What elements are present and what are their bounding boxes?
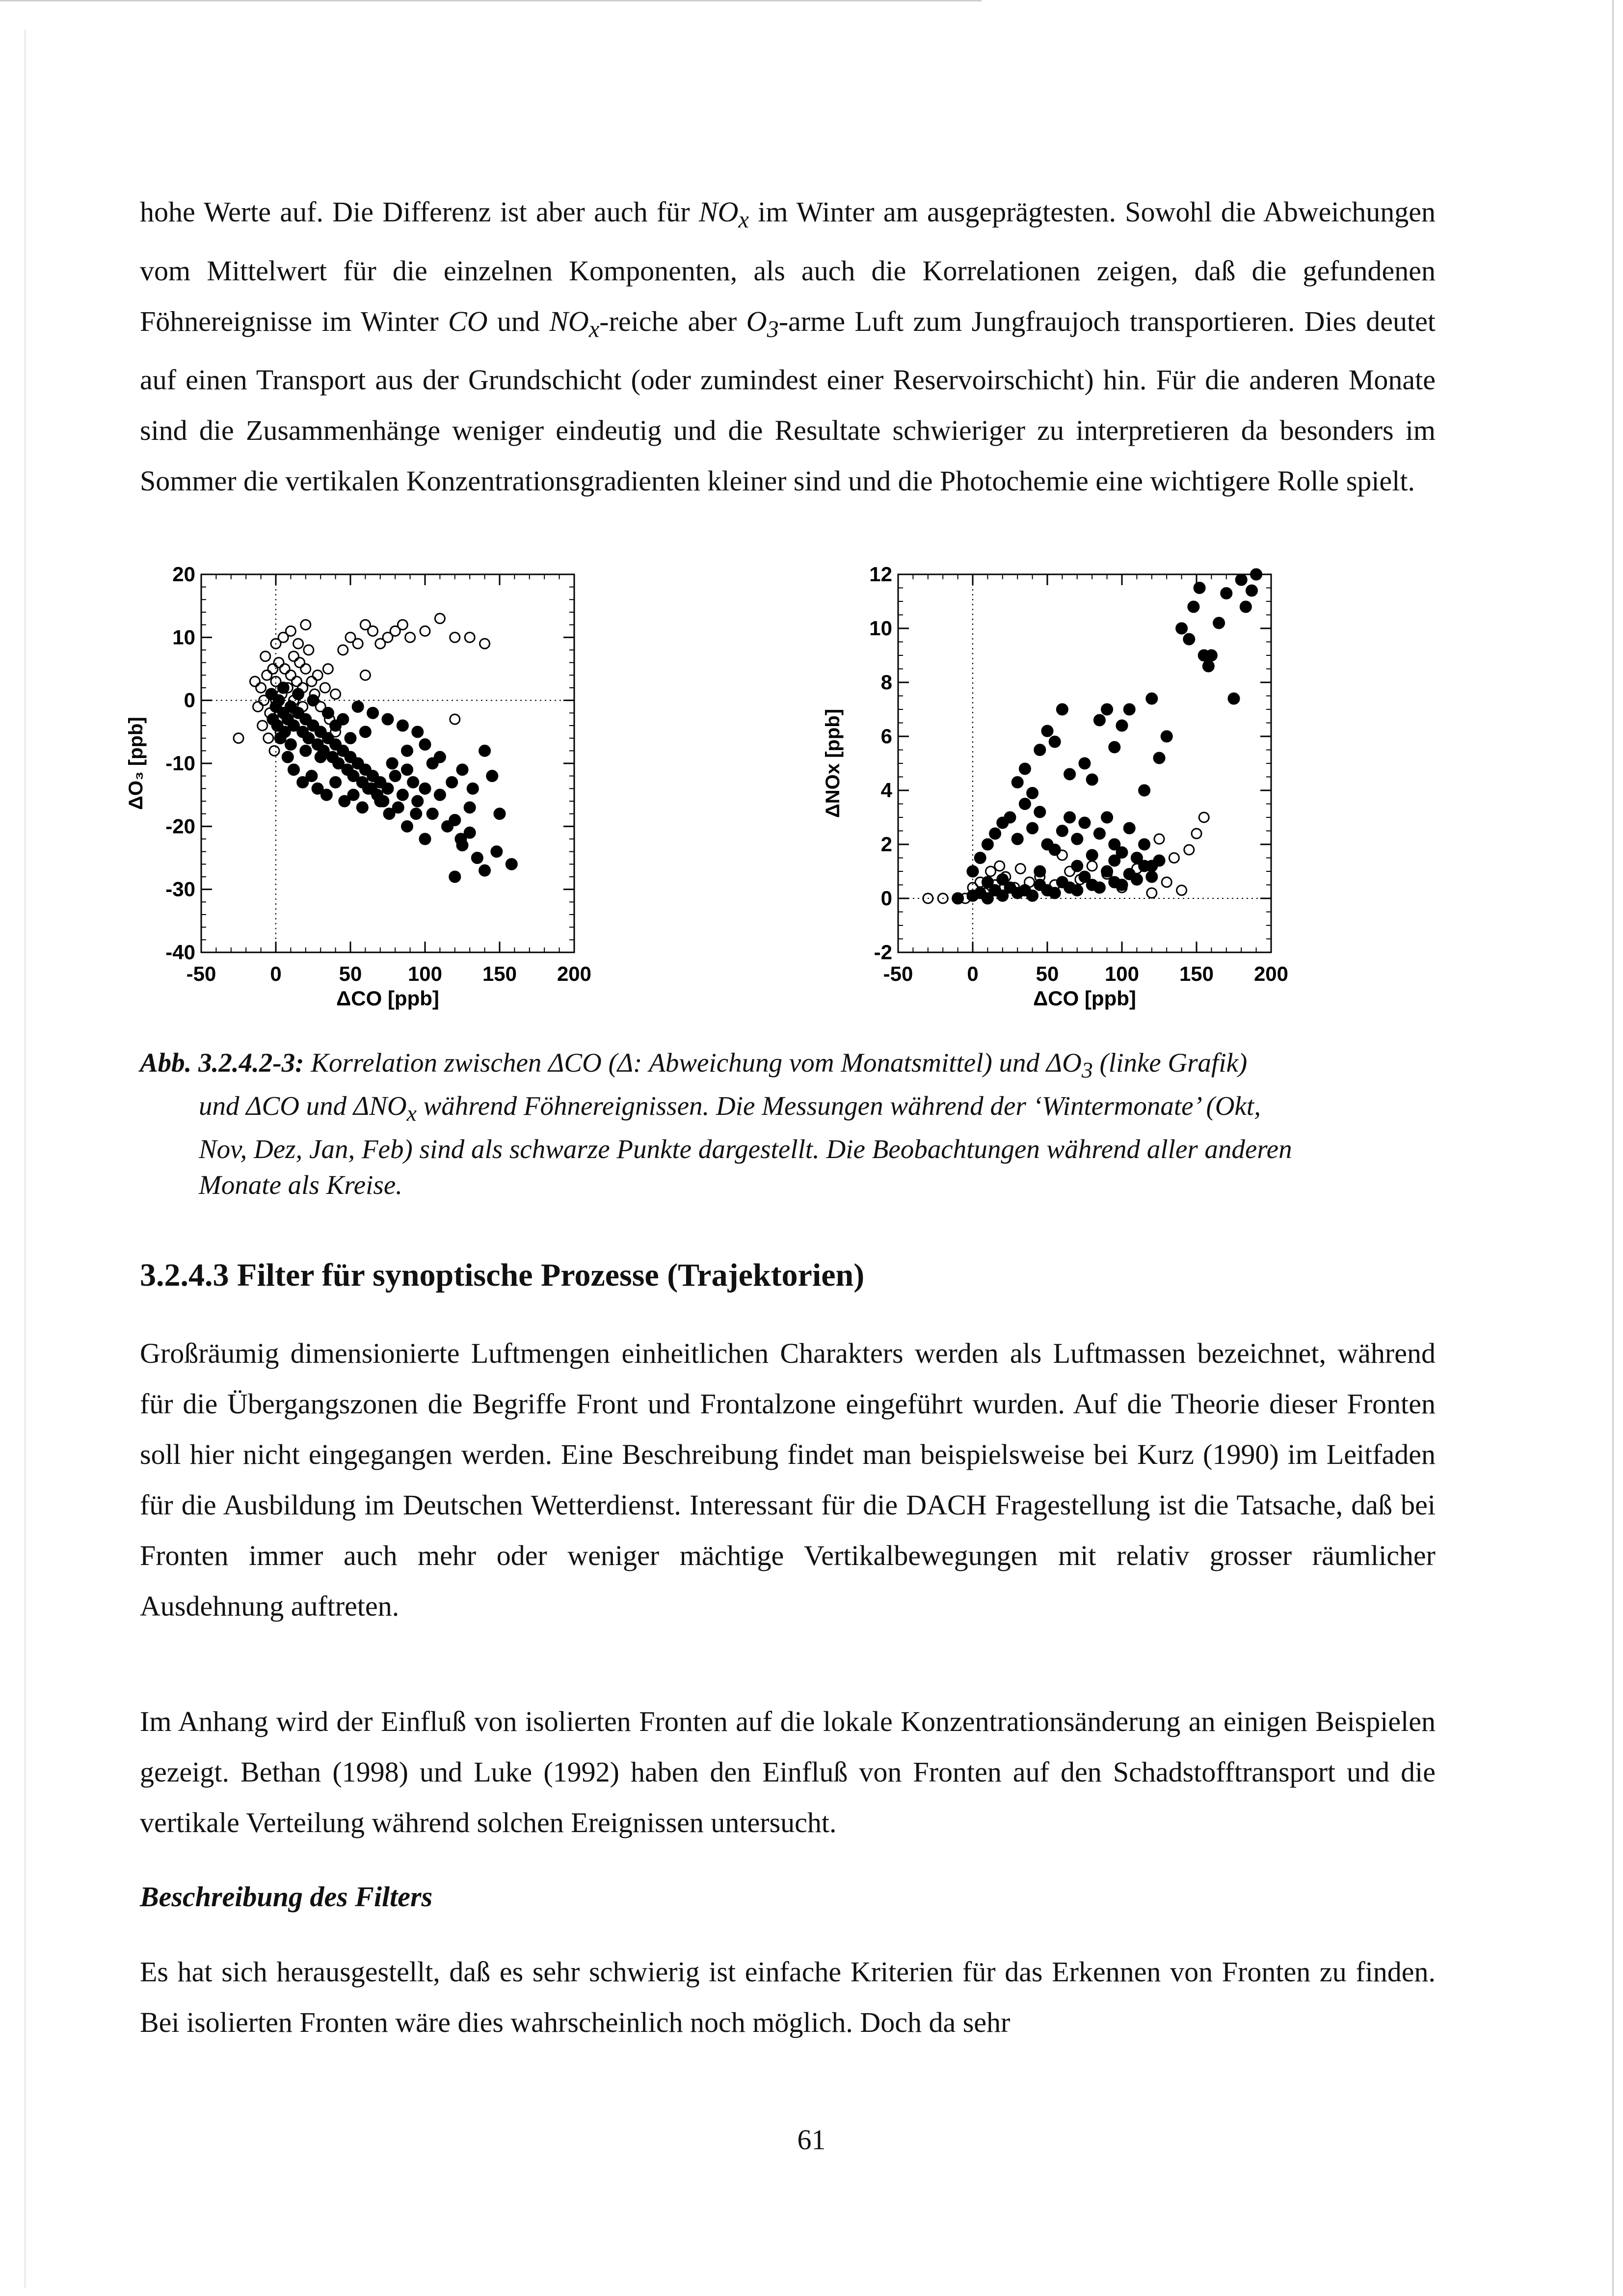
data-point-winter xyxy=(1131,853,1142,864)
data-point-other xyxy=(295,658,305,668)
data-point-winter xyxy=(288,764,299,775)
data-point-winter xyxy=(387,758,398,769)
x-tick-label: 200 xyxy=(557,962,592,985)
y-tick-label: 4 xyxy=(880,779,892,802)
data-point-winter xyxy=(472,853,482,864)
figure-caption: Abb. 3.2.4.2-3: Korrelation zwischen ΔCO (Δ: Abweichung vom Monatsmittel) und $\Delta O_3$ (linke Grafik) und ΔCO und $\Delta NO_x$ während Föhnereignissen. Die Messungen während der ‘Wintermonate’ (Okt, Nov, Dez, Jan, Feb) sind als schwarze Punkte dargestellt. Die Beobachtungen während aller anderen Monate als Kreise. xyxy=(140,1048,1292,1200)
data-point-winter xyxy=(1154,753,1165,763)
paragraph-anhang: Im Anhang wird der Einfluß von isolierten Fronten auf die lokale Konzentrationsänderung an einigen Beispielen gezeigt. Bethan (1998) und Luke (1992) haben den Einfluß von Fronten auf den Schadstofftransport und die vertikale Verteilung während solchen Ereignissen untersucht. xyxy=(140,1705,1436,1838)
data-point-winter xyxy=(397,720,408,731)
data-point-winter xyxy=(447,777,457,788)
data-point-winter xyxy=(1236,574,1247,585)
data-point-other xyxy=(398,620,407,630)
section-heading: 3.2.4.3 Filter für synoptische Prozesse (Trajektorien) xyxy=(140,1257,865,1293)
data-point-winter xyxy=(1228,693,1239,704)
data-point-winter xyxy=(1019,799,1030,810)
data-point-winter xyxy=(1012,777,1023,788)
data-point-winter xyxy=(1064,769,1075,780)
data-point-winter xyxy=(1027,823,1038,834)
scan-edge-top xyxy=(0,0,982,1)
data-point-other xyxy=(307,676,317,686)
data-point-winter xyxy=(491,846,502,857)
x-tick-label: -50 xyxy=(883,962,913,985)
data-point-winter xyxy=(357,802,368,813)
data-point-winter xyxy=(1139,839,1150,850)
data-point-winter xyxy=(382,714,393,725)
data-point-winter xyxy=(411,809,422,819)
data-point-winter xyxy=(1087,850,1097,861)
x-tick-label: 150 xyxy=(482,962,517,985)
data-point-winter xyxy=(967,866,978,877)
data-point-winter xyxy=(1064,812,1075,823)
paragraph-intro: hohe Werte auf. Die Differenz ist aber auch für $NO_x$ im Winter am ausgeprägtesten. Sowohl die Abweichungen vom Mittelwert für die einzelnen Komponenten, als auch die Korrelationen zeigen, daß die gefundenen Föhnereignisse im Winter CO und $NO_x$-reiche aber $O_3$-arme Luft zum Jungfraujoch transportieren. Dies deutet auf einen Transport aus der Grundschicht (oder zumindest einer Reservoirschicht) hin. Für die anderen Monate sind die Zusammenhänge weniger eindeutig und die Resultate schwieriger zu interpretieren da besonders im Sommer die vertikalen Konzentrationsgradienten kleiner sind und die Photochemie eine wichtigere Rolle spielt. xyxy=(140,196,1436,497)
data-point-winter xyxy=(1124,823,1135,834)
data-point-winter xyxy=(1057,704,1067,715)
data-point-other xyxy=(331,689,341,699)
data-point-winter xyxy=(1203,661,1214,672)
data-point-other xyxy=(435,614,445,623)
data-point-winter xyxy=(506,859,517,869)
page-number: 61 xyxy=(797,2124,826,2156)
data-point-winter xyxy=(420,783,430,794)
data-point-winter xyxy=(1012,834,1023,844)
data-point-other xyxy=(264,733,273,743)
data-point-other xyxy=(1065,866,1075,876)
data-point-winter xyxy=(1117,720,1127,731)
data-point-winter xyxy=(1221,588,1232,599)
data-point-winter xyxy=(1027,891,1038,901)
y-tick-label: 2 xyxy=(880,833,892,856)
data-point-other xyxy=(289,651,298,661)
data-point-winter xyxy=(285,739,296,750)
data-point-winter xyxy=(494,809,505,819)
data-point-winter xyxy=(306,771,317,782)
data-point-other xyxy=(1025,877,1035,887)
x-tick-label: 100 xyxy=(1104,962,1140,985)
data-point-other xyxy=(465,632,475,642)
data-point-winter xyxy=(1094,882,1105,893)
data-point-other xyxy=(323,664,333,674)
data-point-winter xyxy=(427,809,438,819)
data-point-winter xyxy=(348,789,359,800)
data-point-winter xyxy=(1131,874,1142,885)
data-point-winter xyxy=(321,789,332,800)
data-point-other xyxy=(286,626,295,636)
data-point-other xyxy=(316,702,325,712)
data-point-other xyxy=(301,620,311,630)
data-point-other xyxy=(313,670,322,680)
data-point-winter xyxy=(1035,745,1045,756)
data-point-other xyxy=(368,626,378,636)
data-point-winter xyxy=(450,871,460,882)
data-point-other xyxy=(985,866,995,876)
x-axis-label: ΔCO [ppb] xyxy=(336,987,439,1010)
data-point-other xyxy=(293,639,303,648)
data-point-winter xyxy=(479,865,490,876)
data-point-other xyxy=(1162,877,1171,887)
y-tick-label: 10 xyxy=(869,617,892,640)
subsection-heading: Beschreibung des Filters xyxy=(140,1881,433,1913)
data-point-winter xyxy=(1102,704,1113,715)
data-point-winter xyxy=(1102,812,1113,823)
data-point-other xyxy=(450,632,460,642)
data-point-other xyxy=(304,645,314,655)
y-tick-label: -40 xyxy=(165,941,195,964)
data-point-winter xyxy=(1094,828,1105,839)
data-point-winter xyxy=(382,783,393,794)
data-point-winter xyxy=(315,752,326,762)
data-point-other xyxy=(253,702,263,712)
data-point-winter xyxy=(1094,715,1105,726)
data-point-winter xyxy=(360,727,371,737)
data-point-winter xyxy=(479,745,490,756)
y-axis-label: ΔNOx [ppb] xyxy=(822,708,844,818)
data-point-winter xyxy=(300,745,311,756)
data-point-winter xyxy=(1206,650,1217,661)
data-point-other xyxy=(261,651,270,661)
x-tick-label: -50 xyxy=(186,962,216,985)
data-point-other xyxy=(286,670,295,680)
data-point-other xyxy=(1199,812,1209,822)
data-point-winter xyxy=(375,796,386,807)
data-point-winter xyxy=(1109,855,1120,866)
data-point-winter xyxy=(1188,601,1199,612)
y-tick-label: -10 xyxy=(165,752,195,775)
data-point-other xyxy=(301,664,311,674)
data-point-winter xyxy=(487,771,498,782)
data-point-winter xyxy=(1072,885,1083,896)
y-tick-label: -30 xyxy=(165,877,195,901)
x-tick-label: 50 xyxy=(339,962,362,985)
data-point-winter xyxy=(1109,742,1120,753)
data-point-other xyxy=(250,676,260,686)
data-point-winter xyxy=(352,702,363,712)
data-point-winter xyxy=(330,777,341,788)
scan-edge-right xyxy=(1612,0,1614,2296)
data-point-winter xyxy=(282,752,293,762)
data-point-other xyxy=(1169,853,1179,863)
data-point-winter xyxy=(412,796,423,807)
data-point-winter xyxy=(1146,871,1157,882)
paragraph-filter: Es hat sich herausgestellt, daß es sehr schwierig ist einfache Kriterien für das Erkennen von Fronten zu finden. Bei isolierten Fronten wäre dies wahrscheinlich noch möglich. Doch da sehr xyxy=(140,1956,1436,2038)
data-point-winter xyxy=(1087,774,1097,785)
data-point-other xyxy=(256,683,266,693)
data-point-winter xyxy=(1005,812,1015,823)
data-point-winter xyxy=(1049,736,1060,747)
data-point-winter xyxy=(1161,731,1172,742)
y-tick-label: 12 xyxy=(869,565,892,586)
data-point-winter xyxy=(402,745,413,756)
data-point-other xyxy=(420,626,430,636)
data-point-winter xyxy=(1214,618,1224,628)
data-point-other xyxy=(338,645,348,655)
y-tick-label: 0 xyxy=(184,688,195,712)
data-point-winter xyxy=(1139,785,1150,796)
data-point-winter xyxy=(1124,704,1135,715)
x-tick-label: 50 xyxy=(1036,962,1059,985)
data-point-winter xyxy=(408,777,419,788)
y-axis-label: ΔO₃ [ppb] xyxy=(125,717,147,810)
data-point-other xyxy=(280,664,290,674)
data-point-winter xyxy=(434,789,445,800)
data-point-winter xyxy=(1194,583,1205,594)
y-tick-label: 10 xyxy=(172,625,195,649)
data-point-other xyxy=(269,746,279,756)
data-point-winter xyxy=(1027,788,1038,799)
data-point-winter xyxy=(997,874,1008,885)
data-point-other xyxy=(995,861,1005,871)
scatter-chart-delta-nox xyxy=(810,565,1399,1036)
y-tick-label: 6 xyxy=(880,725,892,748)
data-point-other xyxy=(292,676,302,686)
data-point-winter xyxy=(420,739,430,750)
data-point-other xyxy=(274,658,284,668)
data-point-winter xyxy=(1079,817,1090,828)
scatter-chart-delta-o3 xyxy=(113,565,702,1036)
data-point-winter xyxy=(1251,569,1262,580)
data-point-winter xyxy=(1057,826,1067,837)
data-point-other xyxy=(360,670,370,680)
data-point-winter xyxy=(393,802,403,813)
data-point-other xyxy=(1154,834,1164,844)
data-point-other xyxy=(480,639,490,648)
data-point-winter xyxy=(427,758,438,769)
data-point-other xyxy=(450,714,460,724)
data-point-winter xyxy=(402,821,413,832)
data-point-winter xyxy=(402,764,413,775)
data-point-winter xyxy=(1042,726,1053,736)
data-point-winter xyxy=(1019,763,1030,774)
data-point-winter xyxy=(420,834,430,844)
data-point-other xyxy=(1192,829,1201,838)
data-point-other xyxy=(405,632,415,642)
y-tick-label: 0 xyxy=(880,887,892,910)
data-point-winter xyxy=(390,771,400,782)
data-point-winter xyxy=(455,834,466,844)
data-point-other xyxy=(1087,861,1097,871)
paragraph-luftmassen: Großräumig dimensionierte Luftmengen einheitlichen Charakters werden als Luftmassen bezeichnet, während für die Übergangszonen die Begriffe Front und Frontalzone eingeführt wurden. Auf die Theorie dieser Fronten soll hier nicht eingegangen werden. Eine Beschreibung findet man beispielsweise bei Kurz (1990) im Leitfaden für die Ausbildung im Deutschen Wetterdienst. Interessant für die DACH Fragestellung ist die Tatsache, daß bei Fronten immer auch mehr oder weniger mächtige Vertikalbewegungen mit relativ grosser räumlicher Ausdehnung auftreten. xyxy=(140,1337,1436,1622)
data-point-other xyxy=(320,683,330,693)
data-point-winter xyxy=(1176,623,1187,634)
x-tick-label: 100 xyxy=(407,962,443,985)
data-point-winter xyxy=(1049,844,1060,855)
data-point-winter xyxy=(1035,807,1045,817)
data-point-winter xyxy=(397,789,408,800)
x-tick-label: 150 xyxy=(1179,962,1214,985)
data-point-other xyxy=(262,670,272,680)
y-tick-label: -2 xyxy=(874,941,892,964)
data-point-winter xyxy=(366,783,377,794)
data-point-winter xyxy=(1146,861,1157,871)
data-point-other xyxy=(1147,888,1157,898)
data-point-winter xyxy=(345,733,356,744)
y-tick-label: 8 xyxy=(880,671,892,694)
data-point-winter xyxy=(464,802,475,813)
data-point-winter xyxy=(450,815,460,826)
scan-edge-left xyxy=(25,29,26,2288)
data-point-winter xyxy=(1146,693,1157,704)
data-point-winter xyxy=(1240,601,1251,612)
y-tick-label: 20 xyxy=(172,565,195,586)
data-point-winter xyxy=(457,764,468,775)
data-point-other xyxy=(1177,886,1187,895)
data-point-winter xyxy=(1079,758,1090,769)
data-point-other xyxy=(1057,850,1067,860)
x-tick-label: 0 xyxy=(967,962,979,985)
data-point-winter xyxy=(1184,634,1195,645)
x-tick-label: 200 xyxy=(1253,962,1289,985)
data-point-other xyxy=(1015,864,1025,874)
data-point-winter xyxy=(368,707,378,718)
data-point-winter xyxy=(467,783,478,794)
data-point-winter xyxy=(412,727,423,737)
y-tick-label: -20 xyxy=(165,814,195,838)
x-axis-label: ΔCO [ppb] xyxy=(1033,987,1136,1010)
data-point-winter xyxy=(1072,834,1083,844)
data-point-other xyxy=(1184,845,1194,855)
data-point-winter xyxy=(1246,585,1257,596)
data-point-other xyxy=(234,733,243,743)
data-point-winter xyxy=(982,839,993,850)
data-point-other xyxy=(258,721,267,730)
data-point-winter xyxy=(975,853,985,864)
x-tick-label: 0 xyxy=(270,962,282,985)
data-point-winter xyxy=(990,828,1001,839)
data-point-other xyxy=(353,639,363,648)
data-point-winter xyxy=(1072,861,1083,871)
